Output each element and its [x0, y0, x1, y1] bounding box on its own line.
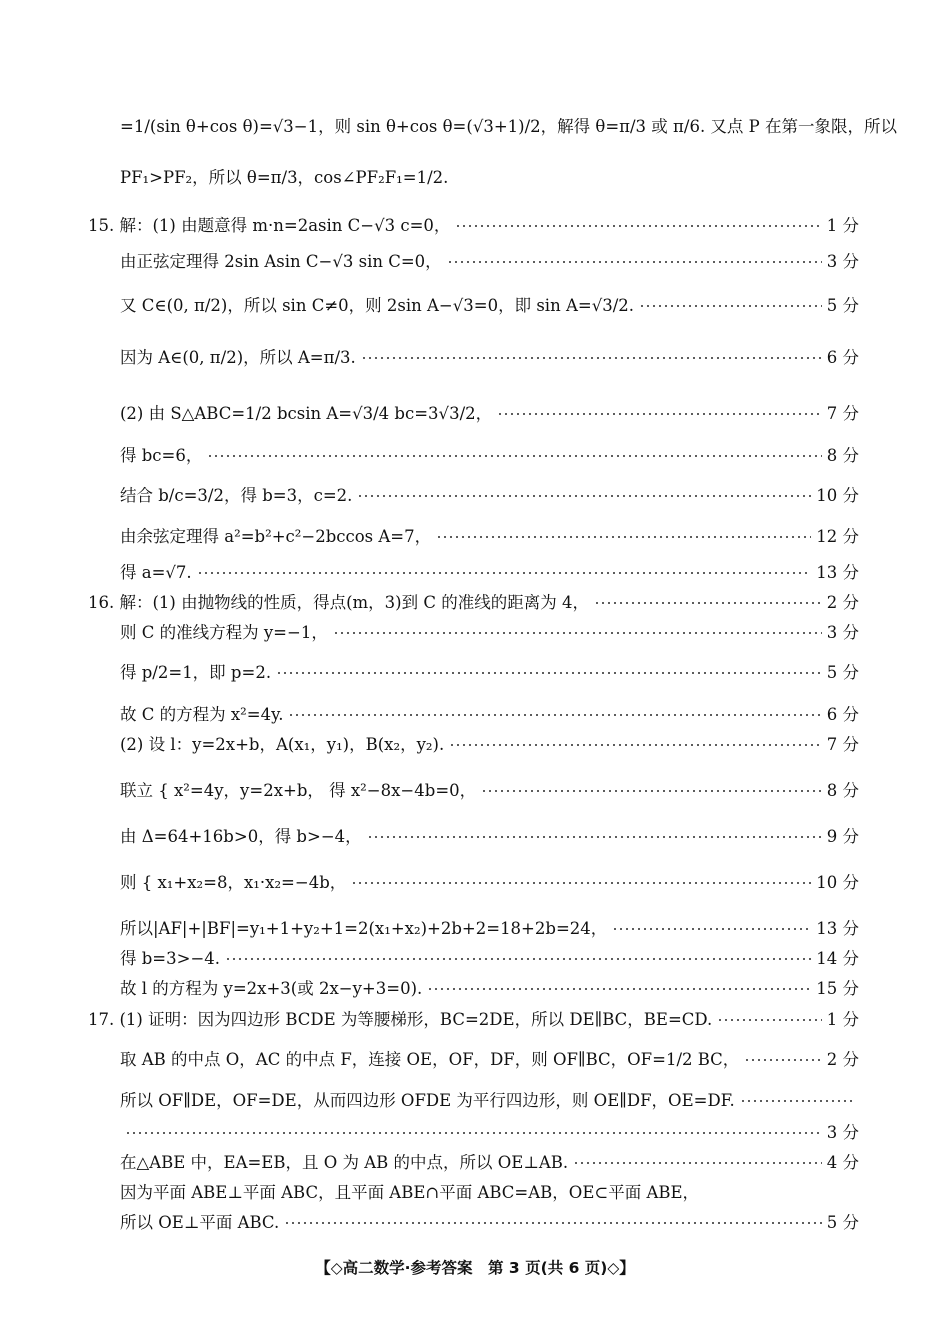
- score-label: 7 分: [826, 404, 859, 423]
- continuation-text: =1/(sin θ+cos θ)=√3−1，则 sin θ+cos θ=(√3+1)/2，解得 θ=π/3 或 π/6. 又点 P 在第一象限，所以: [120, 117, 898, 136]
- line-text: 得 a=√7.: [120, 563, 192, 582]
- line-text: 联立 { x²=4y，y=2x+b， 得 x²−8x−4b=0，: [120, 781, 477, 800]
- score-label: 5 分: [826, 296, 859, 315]
- score-label: 13 分: [816, 563, 859, 582]
- line-text: (2) 由 S△ABC=1/2 bcsin A=√3/4 bc=3√3/2，: [120, 404, 493, 423]
- score-label: 8 分: [826, 446, 859, 465]
- leader-dots: [427, 988, 811, 990]
- answer-line: [120, 1118, 859, 1148]
- score-label: 7 分: [826, 735, 859, 754]
- leader-dots: [455, 225, 821, 227]
- score-label: 1 分: [826, 1010, 859, 1029]
- score-label: 2 分: [826, 1050, 859, 1069]
- score-label: 13 分: [816, 919, 859, 938]
- answer-line: [88, 211, 859, 241]
- line-text: 因为平面 ABE⊥平面 ABC，且平面 ABE∩平面 ABC=AB，OE⊂平面 ABE，: [120, 1183, 700, 1202]
- line-text: 故 C 的方程为 x²=4y.: [120, 705, 284, 724]
- leader-dots: [449, 744, 822, 746]
- score-label: 14 分: [816, 949, 859, 968]
- answer-line: [120, 974, 859, 1004]
- leader-dots: [744, 1059, 821, 1061]
- line-text: 由 Δ=64+16b>0，得 b>−4，: [120, 827, 362, 846]
- answer-line: [120, 392, 859, 436]
- leader-dots: [594, 602, 822, 604]
- leader-dots: [333, 632, 822, 634]
- line-text: 16. 解：(1) 由抛物线的性质，得点(m，3)到 C 的准线的距离为 4，: [88, 593, 589, 612]
- score-label: 9 分: [826, 827, 859, 846]
- line-text: 在△ABE 中，EA=EB，且 O 为 AB 的中点，所以 OE⊥AB.: [120, 1153, 569, 1172]
- answer-line: [120, 769, 859, 813]
- answer-line: [120, 1038, 859, 1082]
- leader-dots: [284, 1222, 822, 1224]
- score-label: 12 分: [816, 527, 859, 546]
- answer-line: [120, 247, 859, 277]
- line-text: 15. 解：(1) 由题意得 m·n=2asin C−√3 c=0，: [88, 216, 451, 235]
- leader-dots: [288, 714, 821, 716]
- answer-line: [120, 474, 859, 518]
- answer-line: [120, 651, 859, 695]
- leader-dots: [740, 1100, 854, 1102]
- score-label: 3 分: [826, 1123, 859, 1142]
- answer-line: [120, 1148, 859, 1178]
- score-label: 4 分: [826, 1153, 859, 1172]
- answer-line: [120, 730, 859, 760]
- line-text: 则 C 的准线方程为 y=−1，: [120, 623, 328, 642]
- line-text: 所以 OF∥DE，OF=DE，从而四边形 OFDE 为平行四边形，则 OE∥DF，OE=DF.: [120, 1091, 735, 1110]
- line-text: 所以|AF|+|BF|=y₁+1+y₂+1=2(x₁+x₂)+2b+2=18+2b=24，: [120, 919, 608, 938]
- line-text: 取 AB 的中点 O，AC 的中点 F，连接 OE，OF，DF，则 OF∥BC，OF=1/2 BC，: [120, 1050, 740, 1069]
- line-text: 故 l 的方程为 y=2x+3(或 2x−y+3=0).: [120, 979, 423, 998]
- answer-line: [88, 588, 859, 618]
- answer-line: [120, 1208, 859, 1238]
- continuation-line-2: [120, 163, 859, 193]
- continuation-line-1: [120, 112, 898, 142]
- line-text: 结合 b/c=3/2，得 b=3，c=2.: [120, 486, 353, 505]
- leader-dots: [276, 672, 822, 674]
- answer-line: [120, 1178, 859, 1208]
- line-text: 得 b=3>−4.: [120, 949, 221, 968]
- leader-dots: [436, 536, 811, 538]
- leader-dots: [351, 882, 811, 884]
- score-label: 8 分: [826, 781, 859, 800]
- score-label: 5 分: [826, 1213, 859, 1232]
- leader-dots: [612, 928, 811, 930]
- score-label: 1 分: [826, 216, 859, 235]
- answer-line: [120, 618, 859, 648]
- line-text: 由正弦定理得 2sin Asin C−√3 sin C=0，: [120, 252, 442, 271]
- leader-dots: [361, 357, 822, 359]
- score-label: 15 分: [816, 979, 859, 998]
- continuation-text: PF₁>PF₂，所以 θ=π/3，cos∠PF₂F₁=1/2.: [120, 168, 449, 187]
- answer-line: [120, 700, 859, 730]
- leader-dots: [125, 1132, 822, 1134]
- score-label: 3 分: [826, 252, 859, 271]
- line-text: 则 { x₁+x₂=8，x₁·x₂=−4b，: [120, 873, 347, 892]
- answer-line: [120, 522, 859, 552]
- answer-line: [120, 284, 859, 328]
- answer-line: [120, 441, 859, 471]
- answer-line: [120, 914, 859, 944]
- score-label: 10 分: [816, 486, 859, 505]
- leader-dots: [357, 495, 811, 497]
- line-text: 由余弦定理得 a²=b²+c²−2bccos A=7，: [120, 527, 432, 546]
- answer-line: [120, 861, 859, 905]
- answer-line: [88, 1005, 859, 1035]
- leader-dots: [717, 1019, 821, 1021]
- score-label: 2 分: [826, 593, 859, 612]
- score-label: 6 分: [826, 348, 859, 367]
- leader-dots: [481, 790, 822, 792]
- answer-line: [120, 822, 859, 852]
- score-label: 10 分: [816, 873, 859, 892]
- leader-dots: [447, 261, 822, 263]
- leader-dots: [197, 572, 812, 574]
- leader-dots: [497, 413, 822, 415]
- line-text: 得 bc=6，: [120, 446, 203, 465]
- leader-dots: [573, 1162, 822, 1164]
- score-label: 5 分: [826, 663, 859, 682]
- line-text: 所以 OE⊥平面 ABC.: [120, 1213, 280, 1232]
- leader-dots: [639, 305, 822, 307]
- leader-dots: [225, 958, 811, 960]
- line-text: 得 p/2=1，即 p=2.: [120, 663, 272, 682]
- score-label: 3 分: [826, 623, 859, 642]
- answer-line: [120, 336, 859, 380]
- answer-line: [120, 558, 859, 588]
- line-text: (2) 设 l：y=2x+b，A(x₁，y₁)，B(x₂，y₂).: [120, 735, 445, 754]
- line-text: 17. (1) 证明：因为四边形 BCDE 为等腰梯形，BC=2DE，所以 DE∥BC，BE=CD.: [88, 1010, 713, 1029]
- answer-line: [120, 944, 859, 974]
- leader-dots: [207, 455, 821, 457]
- line-text: 因为 A∈(0, π/2)，所以 A=π/3.: [120, 348, 356, 367]
- score-label: 6 分: [826, 705, 859, 724]
- answer-line: [120, 1086, 859, 1116]
- page-footer: 【◇高二数学·参考答案 第 3 页(共 6 页)◇】: [315, 1259, 635, 1277]
- line-text: 又 C∈(0, π/2)，所以 sin C≠0，则 2sin A−√3=0，即 sin A=√3/2.: [120, 296, 635, 315]
- leader-dots: [367, 836, 822, 838]
